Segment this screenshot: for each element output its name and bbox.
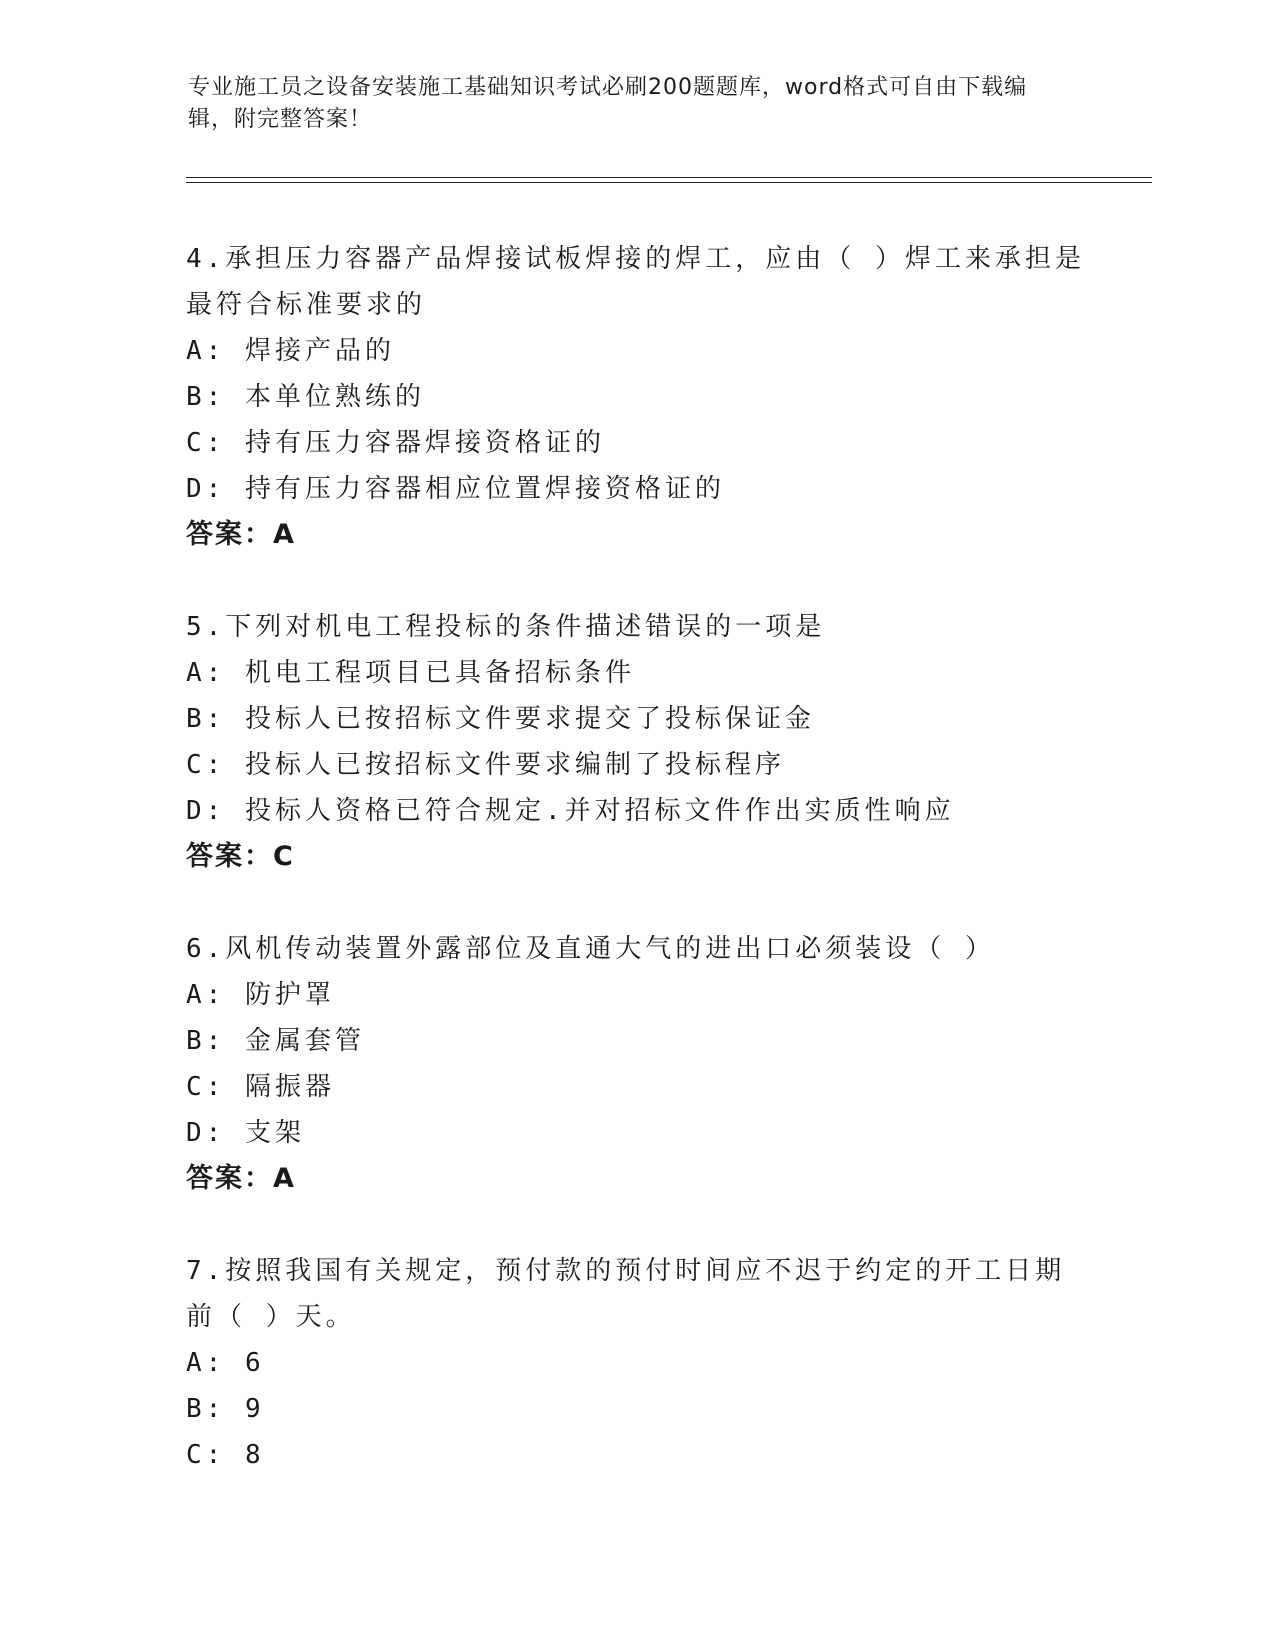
answer: 答案：C <box>186 841 295 872</box>
option-c: C: 隔振器 <box>186 1072 335 1102</box>
option-a: A: 防护罩 <box>186 980 335 1010</box>
option-d: D: 持有压力容器相应位置焊接资格证的 <box>186 474 725 504</box>
option-b: B: 金属套管 <box>186 1026 365 1056</box>
question-text: 7.按照我国有关规定，预付款的预付时间应不迟于约定的开工日期前（ ）天。 <box>186 1256 1066 1332</box>
option-a: A: 6 <box>186 1348 265 1378</box>
header-divider-bottom <box>186 182 1152 183</box>
question-text: 6.风机传动装置外露部位及直通大气的进出口必须装设（ ） <box>186 934 995 964</box>
option-b: B: 9 <box>186 1394 265 1424</box>
question-4 <box>186 236 1086 558</box>
option-c: C: 持有压力容器焊接资格证的 <box>186 428 605 458</box>
question-text: 5.下列对机电工程投标的条件描述错误的一项是 <box>186 612 826 642</box>
question-list <box>186 236 1086 1524</box>
option-a: A: 焊接产品的 <box>186 336 395 366</box>
option-a: A: 机电工程项目已具备招标条件 <box>186 658 635 688</box>
option-d: D: 投标人资格已符合规定.并对招标文件作出实质性响应 <box>186 796 955 826</box>
option-d: D: 支架 <box>186 1118 305 1148</box>
question-6 <box>186 926 1086 1202</box>
option-b: B: 本单位熟练的 <box>186 382 425 412</box>
option-c: C: 投标人已按招标文件要求编制了投标程序 <box>186 750 785 780</box>
header-divider-top <box>186 177 1152 178</box>
question-5 <box>186 604 1086 880</box>
option-c: C: 8 <box>186 1440 265 1470</box>
question-7 <box>186 1248 1086 1478</box>
question-text: 4.承担压力容器产品焊接试板焊接的焊工，应由（ ）焊工来承担是最符合标准要求的 <box>186 244 1085 320</box>
document-header: 专业施工员之设备安装施工基础知识考试必刷200题题库，word格式可自由下载编辑，附完整答案！ <box>188 75 1028 132</box>
answer: 答案：A <box>186 1163 296 1194</box>
answer: 答案：A <box>186 519 296 550</box>
option-b: B: 投标人已按招标文件要求提交了投标保证金 <box>186 704 815 734</box>
